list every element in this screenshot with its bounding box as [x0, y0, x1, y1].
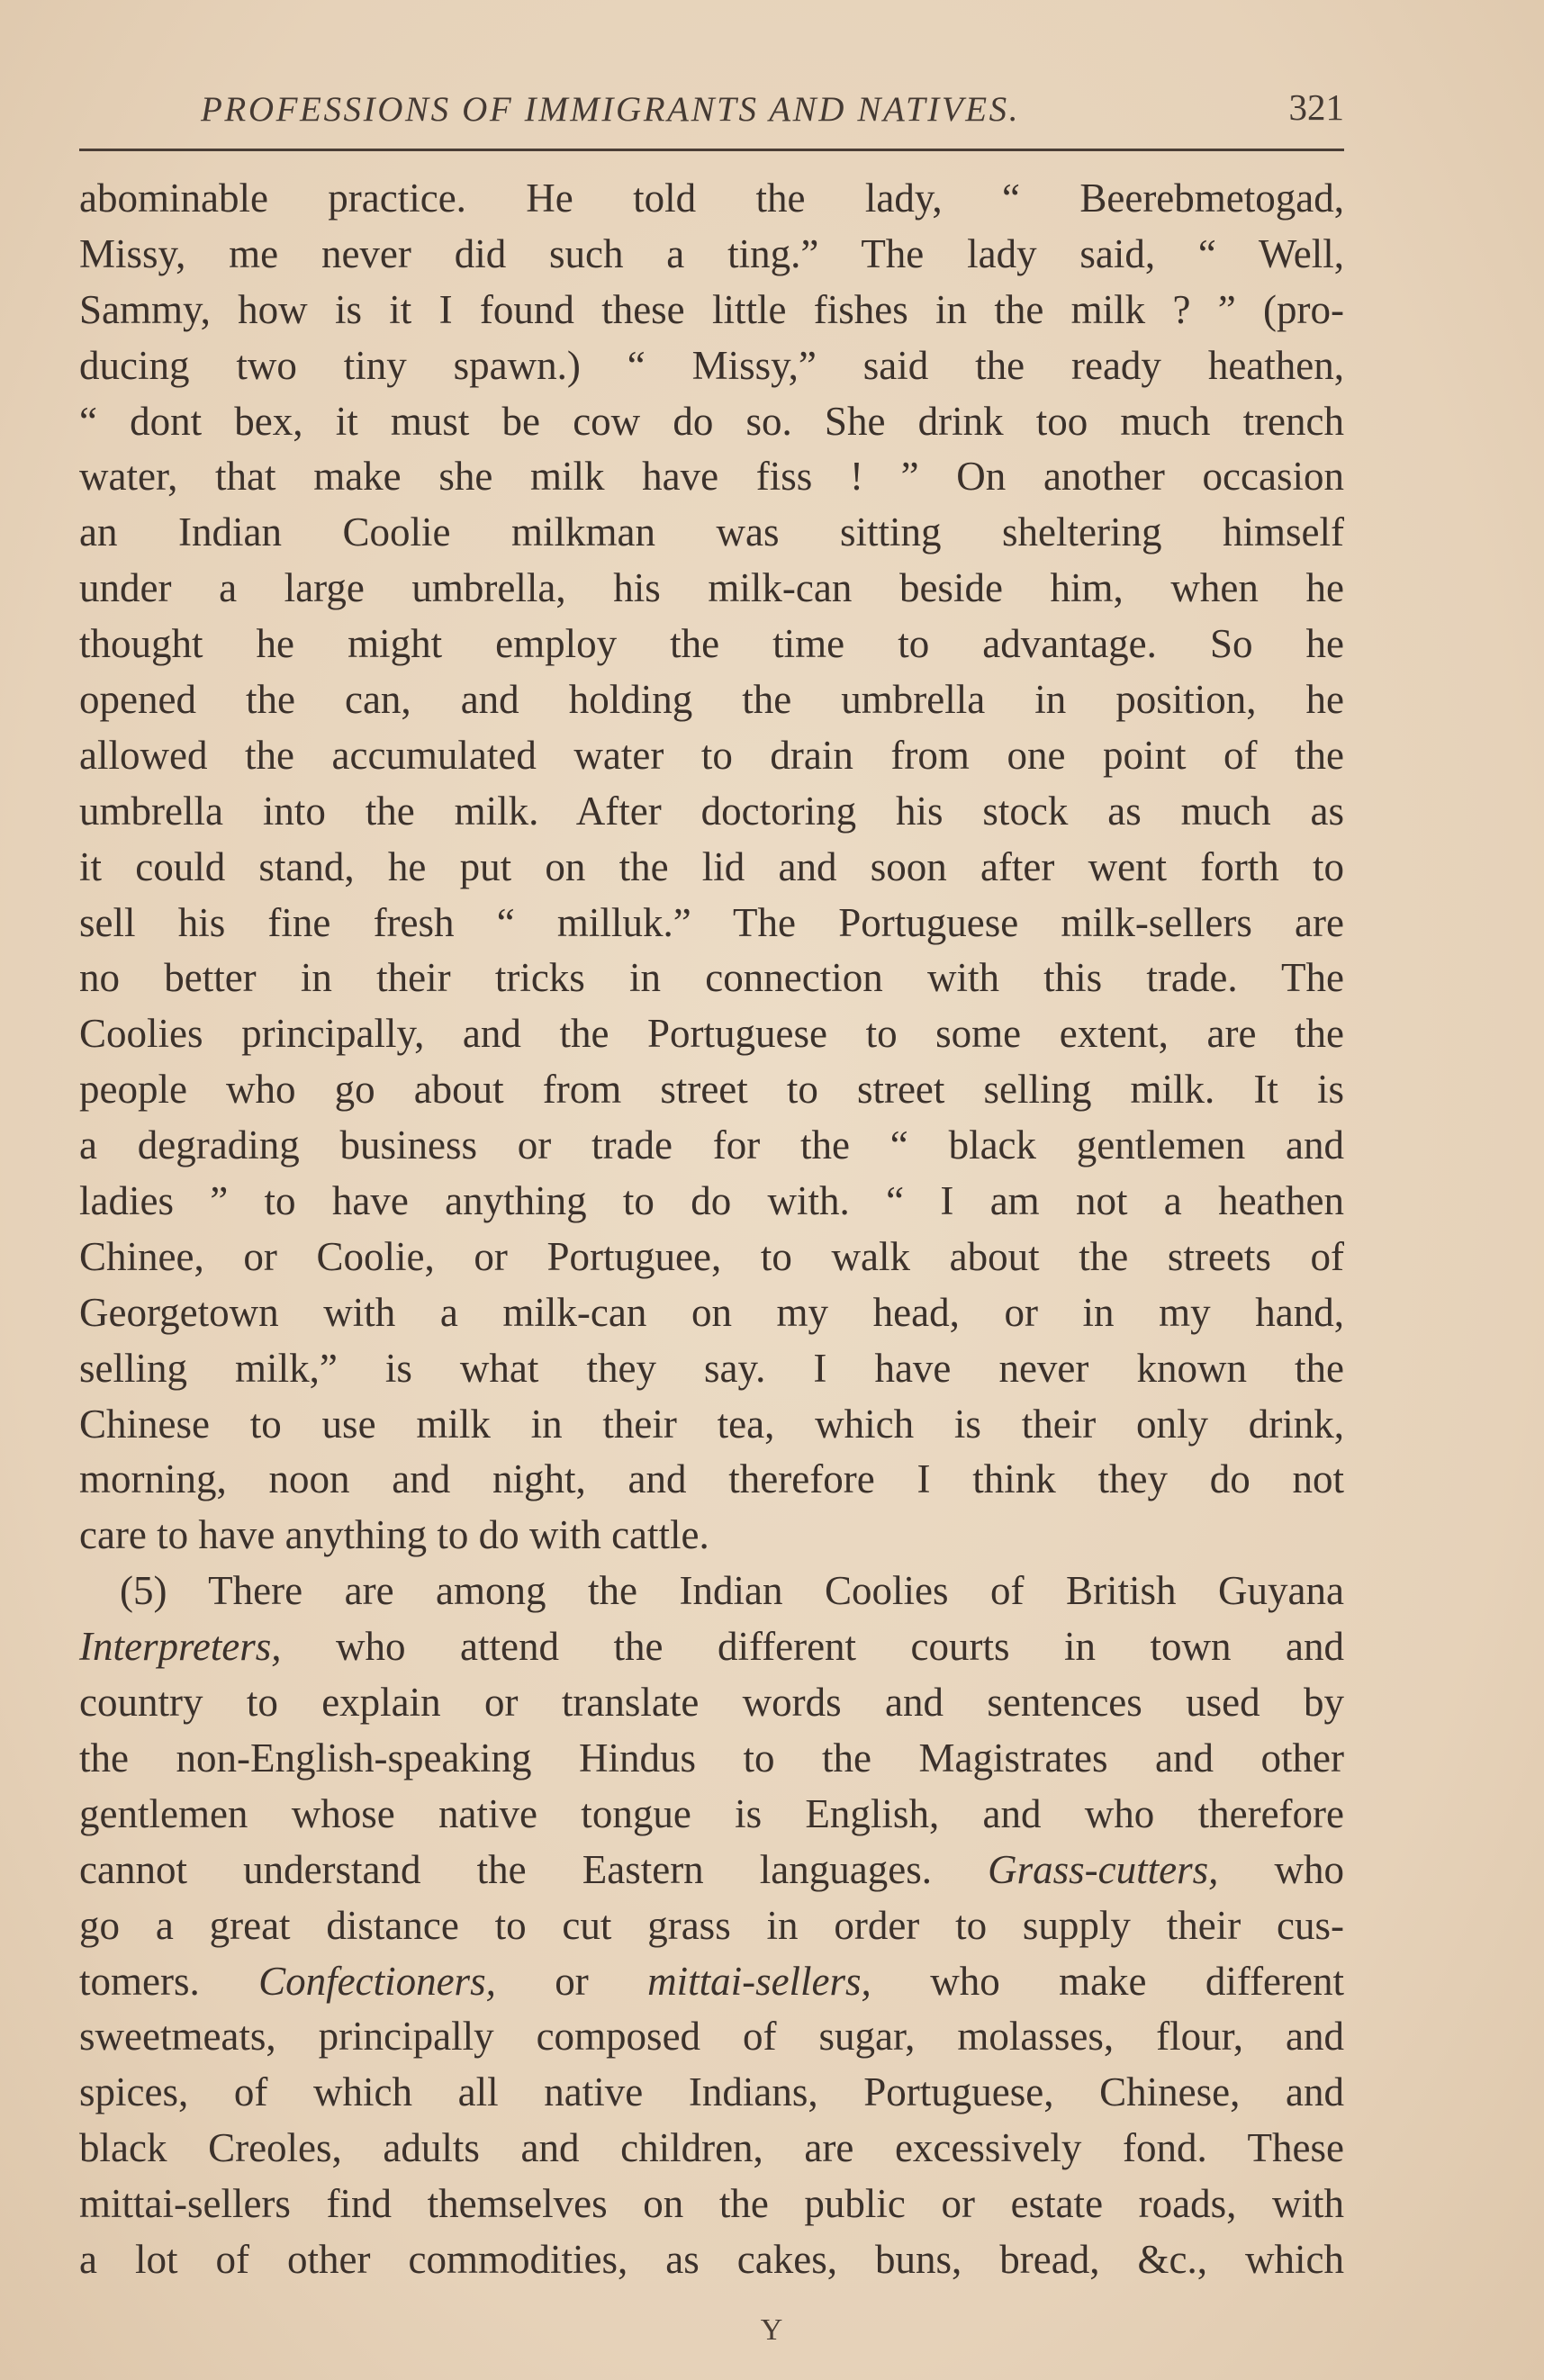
running-head [79, 86, 1344, 151]
text-run: or [495, 1958, 648, 2004]
text-line: a lot of other commodities, as cakes, buns, bread, &c., which [79, 2236, 1344, 2282]
italic-term-mittai-sellers: mittai-sellers, [647, 1958, 871, 2004]
text-line: thought he might employ the time to advantage. So he [79, 621, 1344, 667]
text-line: Sammy, how is it I found these little fishes in the milk ? ” (pro- [79, 286, 1344, 332]
italic-term-confectioners: Confectioners, [258, 1958, 496, 2004]
text-line: go a great distance to cut grass in order to supply their cus- [79, 1902, 1344, 1948]
running-title: PROFESSIONS OF IMMIGRANTS AND NATIVES. [201, 90, 1021, 129]
text-line: no better in their tricks in connection with this trade. The [79, 955, 1344, 1001]
text-line: morning, noon and night, and therefore I think they do not [79, 1456, 1344, 1502]
text-line [79, 1619, 1344, 1675]
text-run: (5) There are among the Indian Coolies of British Guyana [120, 1568, 1344, 1614]
paragraph-end-line: care to have anything to do with cattle. [79, 1512, 709, 1558]
text-line: it could stand, he put on the lid and soon after went forth to [79, 843, 1344, 889]
text-run: who make different [871, 1958, 1344, 2004]
text-line: ducing two tiny spawn.) “ Missy,” said the ready heathen, [79, 342, 1344, 388]
text-line: Chinee, or Coolie, or Portuguee, to walk about the streets of [79, 1233, 1344, 1279]
text-line: black Creoles, adults and children, are excessively fond. These [79, 2125, 1344, 2171]
text-line: a degrading business or trade for the “ black gentlemen and [79, 1122, 1344, 1168]
text-line: water, that make she milk have fiss ! ” On another occasion [79, 454, 1344, 500]
book-page [79, 86, 1344, 2288]
page-number: 321 [1288, 86, 1344, 128]
text-line: Missy, me never did such a ting.” The lady said, “ Well, [79, 230, 1344, 276]
text-run: cannot understand the Eastern languages. [79, 1846, 989, 1892]
text-line: Georgetown with a milk-can on my head, or in my hand, [79, 1289, 1344, 1335]
text-line: selling milk,” is what they say. I have never known the [79, 1345, 1344, 1391]
text-line: “ dont bex, it must be cow do so. She drink too much trench [79, 398, 1344, 444]
text-line: Coolies principally, and the Portuguese to some extent, are the [79, 1011, 1344, 1057]
text-run: tomers. [79, 1958, 259, 2004]
text-line [79, 1843, 1344, 1898]
signature-mark: Y [760, 2313, 784, 2347]
text-line [79, 1954, 1344, 2010]
paragraph-start-line [79, 1564, 1344, 1619]
text-line: sweetmeats, principally composed of sugar, molasses, flour, and [79, 2014, 1344, 2060]
text-line: sell his fine fresh “ milluk.” The Portuguese milk-sellers are [79, 899, 1344, 945]
text-line: Chinese to use milk in their tea, which is their only drink, [79, 1401, 1344, 1447]
text-run: who [1218, 1846, 1344, 1892]
text-line: an Indian Coolie milkman was sitting sheltering himself [79, 509, 1344, 555]
text-line: country to explain or translate words and sentences used by [79, 1680, 1344, 1726]
body-text [79, 171, 1344, 2288]
text-line: ladies ” to have anything to do with. “ I am not a heathen [79, 1178, 1344, 1224]
italic-term-interpreters: Interpreters, [79, 1624, 282, 1670]
text-run: who attend the different courts in town and [281, 1624, 1344, 1670]
text-line: abominable practice. He told the lady, “ Beerebmetogad, [79, 176, 1344, 221]
text-line: people who go about from street to street selling milk. It is [79, 1067, 1344, 1113]
text-line: umbrella into the milk. After doctoring his stock as much as [79, 788, 1344, 834]
text-line: mittai-sellers find themselves on the public or estate roads, with [79, 2181, 1344, 2227]
text-line: gentlemen whose native tongue is English, and who therefore [79, 1790, 1344, 1836]
text-line: opened the can, and holding the umbrella in position, he [79, 677, 1344, 723]
text-line: spices, of which all native Indians, Portuguese, Chinese, and [79, 2069, 1344, 2115]
text-line: the non-English-speaking Hindus to the Magistrates and other [79, 1735, 1344, 1780]
text-line: allowed the accumulated water to drain from one point of the [79, 732, 1344, 778]
text-line: under a large umbrella, his milk-can beside him, when he [79, 565, 1344, 611]
italic-term-grass-cutters: Grass-cutters, [988, 1846, 1219, 1892]
